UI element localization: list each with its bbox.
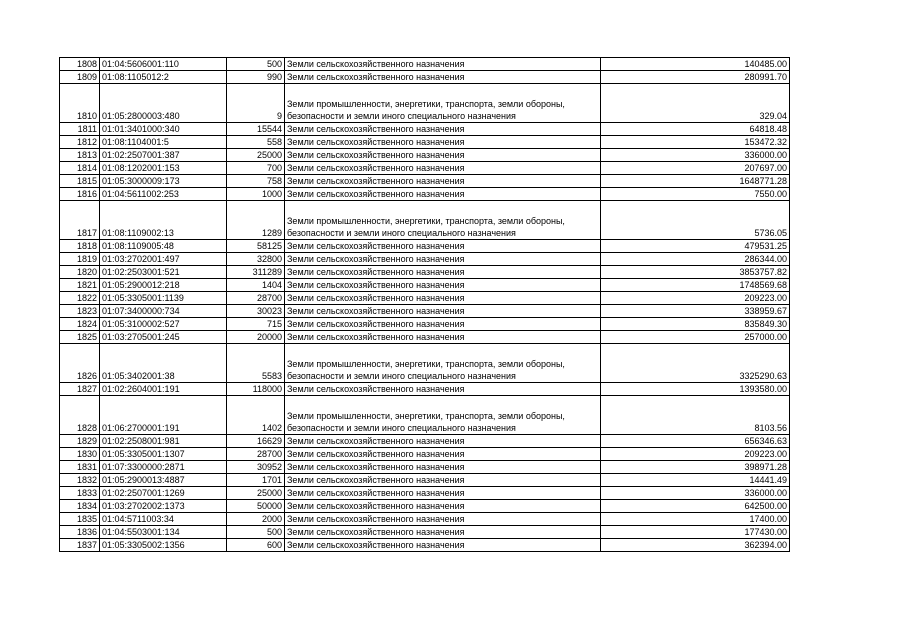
land-category-cell: Земли сельскохозяйственного назначения [285,474,601,487]
cadastral-value-cell: 153472.32 [601,136,790,149]
land-category-cell: Земли сельскохозяйственного назначения [285,513,601,526]
row-number-cell: 1822 [60,292,100,305]
land-category-cell: Земли сельскохозяйственного назначения [285,253,601,266]
cadastral-value-cell: 1393580.00 [601,383,790,396]
cadastral-value-cell: 14441.49 [601,474,790,487]
cadastral-value-cell: 329.04 [601,84,790,123]
row-number-cell: 1821 [60,279,100,292]
table-row [60,188,790,201]
table-row [60,474,790,487]
area-cell: 118000 [227,383,285,396]
row-number-cell: 1826 [60,344,100,383]
cadastral-number-cell: 01:06:2700001:191 [100,396,227,435]
cadastral-value-cell: 5736.05 [601,201,790,240]
area-cell: 500 [227,526,285,539]
cadastral-number-cell: 01:03:2705001:245 [100,331,227,344]
row-number-cell: 1830 [60,448,100,461]
table-row [60,487,790,500]
cadastral-number-cell: 01:07:3400000:734 [100,305,227,318]
cadastral-number-cell: 01:07:3300000:2871 [100,461,227,474]
area-cell: 20000 [227,331,285,344]
cadastral-value-cell: 338959.67 [601,305,790,318]
area-cell: 311289 [227,266,285,279]
cadastral-number-cell: 01:08:1202001:153 [100,162,227,175]
land-parcels-table [59,57,790,552]
land-category-cell: Земли промышленности, энергетики, транспорта, земли обороны, безопасности и земли иного специального назначения [285,396,601,435]
row-number-cell: 1836 [60,526,100,539]
table-row [60,383,790,396]
row-number-cell: 1825 [60,331,100,344]
table-row [60,344,790,383]
table-row [60,240,790,253]
area-cell: 1402 [227,396,285,435]
land-category-cell: Земли сельскохозяйственного назначения [285,318,601,331]
row-number-cell: 1828 [60,396,100,435]
land-category-cell: Земли промышленности, энергетики, транспорта, земли обороны, безопасности и земли иного специального назначения [285,344,601,383]
cadastral-value-cell: 64818.48 [601,123,790,136]
row-number-cell: 1814 [60,162,100,175]
cadastral-value-cell: 209223.00 [601,292,790,305]
table-row [60,292,790,305]
cadastral-number-cell: 01:02:2503001:521 [100,266,227,279]
area-cell: 25000 [227,487,285,500]
area-cell: 1404 [227,279,285,292]
cadastral-value-cell: 656346.63 [601,435,790,448]
land-category-cell: Земли сельскохозяйственного назначения [285,266,601,279]
area-cell: 50000 [227,500,285,513]
cadastral-value-cell: 336000.00 [601,487,790,500]
cadastral-value-cell: 835849.30 [601,318,790,331]
table-row [60,71,790,84]
cadastral-number-cell: 01:02:2604001:191 [100,383,227,396]
area-cell: 30023 [227,305,285,318]
row-number-cell: 1829 [60,435,100,448]
cadastral-number-cell: 01:05:2900012:218 [100,279,227,292]
cadastral-value-cell: 286344.00 [601,253,790,266]
cadastral-number-cell: 01:05:2800003:480 [100,84,227,123]
land-category-cell: Земли сельскохозяйственного назначения [285,162,601,175]
row-number-cell: 1809 [60,71,100,84]
area-cell: 15544 [227,123,285,136]
row-number-cell: 1812 [60,136,100,149]
area-cell: 1701 [227,474,285,487]
land-category-cell: Земли сельскохозяйственного назначения [285,149,601,162]
row-number-cell: 1811 [60,123,100,136]
cadastral-number-cell: 01:05:2900013:4887 [100,474,227,487]
land-category-cell: Земли промышленности, энергетики, транспорта, земли обороны, безопасности и земли иного специального назначения [285,201,601,240]
area-cell: 558 [227,136,285,149]
row-number-cell: 1827 [60,383,100,396]
row-number-cell: 1832 [60,474,100,487]
table-row [60,513,790,526]
table-row [60,149,790,162]
area-cell: 600 [227,539,285,552]
area-cell: 1289 [227,201,285,240]
cadastral-number-cell: 01:05:3100002:527 [100,318,227,331]
table-row [60,136,790,149]
row-number-cell: 1820 [60,266,100,279]
table-row [60,526,790,539]
cadastral-value-cell: 1648771.28 [601,175,790,188]
cadastral-value-cell: 362394.00 [601,539,790,552]
land-category-cell: Земли сельскохозяйственного назначения [285,305,601,318]
cadastral-number-cell: 01:04:5606001:110 [100,58,227,71]
table-row [60,461,790,474]
row-number-cell: 1819 [60,253,100,266]
area-cell: 5583 [227,344,285,383]
cadastral-value-cell: 479531.25 [601,240,790,253]
row-number-cell: 1834 [60,500,100,513]
row-number-cell: 1808 [60,58,100,71]
land-category-cell: Земли сельскохозяйственного назначения [285,188,601,201]
land-category-cell: Земли сельскохозяйственного назначения [285,461,601,474]
table-row [60,58,790,71]
cadastral-value-cell: 1748569.68 [601,279,790,292]
area-cell: 58125 [227,240,285,253]
cadastral-number-cell: 01:05:3305001:1139 [100,292,227,305]
area-cell: 28700 [227,292,285,305]
row-number-cell: 1823 [60,305,100,318]
table-row [60,162,790,175]
table-body [60,58,790,552]
area-cell: 500 [227,58,285,71]
land-category-cell: Земли сельскохозяйственного назначения [285,71,601,84]
table-row [60,435,790,448]
cadastral-number-cell: 01:05:3305001:1307 [100,448,227,461]
row-number-cell: 1835 [60,513,100,526]
area-cell: 28700 [227,448,285,461]
land-category-cell: Земли сельскохозяйственного назначения [285,175,601,188]
land-category-cell: Земли сельскохозяйственного назначения [285,331,601,344]
area-cell: 758 [227,175,285,188]
cadastral-number-cell: 01:04:5611002:253 [100,188,227,201]
cadastral-number-cell: 01:08:1109005:48 [100,240,227,253]
cadastral-number-cell: 01:04:5711003:34 [100,513,227,526]
area-cell: 16629 [227,435,285,448]
table-row [60,539,790,552]
cadastral-value-cell: 336000.00 [601,149,790,162]
land-category-cell: Земли промышленности, энергетики, транспорта, земли обороны, безопасности и земли иного специального назначения [285,84,601,123]
area-cell: 32800 [227,253,285,266]
cadastral-value-cell: 398971.28 [601,461,790,474]
land-category-cell: Земли сельскохозяйственного назначения [285,526,601,539]
cadastral-value-cell: 17400.00 [601,513,790,526]
land-category-cell: Земли сельскохозяйственного назначения [285,448,601,461]
table-row [60,305,790,318]
cadastral-value-cell: 177430.00 [601,526,790,539]
land-category-cell: Земли сельскохозяйственного назначения [285,240,601,253]
cadastral-number-cell: 01:03:2702002:1373 [100,500,227,513]
cadastral-number-cell: 01:05:3402001:38 [100,344,227,383]
row-number-cell: 1817 [60,201,100,240]
table-row [60,123,790,136]
cadastral-number-cell: 01:05:3000009:173 [100,175,227,188]
area-cell: 30952 [227,461,285,474]
cadastral-number-cell: 01:04:5503001:134 [100,526,227,539]
area-cell: 990 [227,71,285,84]
area-cell: 700 [227,162,285,175]
cadastral-number-cell: 01:08:1104001:5 [100,136,227,149]
table-row [60,331,790,344]
cadastral-value-cell: 207697.00 [601,162,790,175]
row-number-cell: 1813 [60,149,100,162]
land-category-cell: Земли сельскохозяйственного назначения [285,383,601,396]
land-category-cell: Земли сельскохозяйственного назначения [285,279,601,292]
land-category-cell: Земли сельскохозяйственного назначения [285,58,601,71]
cadastral-number-cell: 01:01:3401000:340 [100,123,227,136]
area-cell: 715 [227,318,285,331]
cadastral-value-cell: 3325290.63 [601,344,790,383]
cadastral-number-cell: 01:02:2508001:981 [100,435,227,448]
row-number-cell: 1815 [60,175,100,188]
table-row [60,201,790,240]
cadastral-value-cell: 140485.00 [601,58,790,71]
table-row [60,448,790,461]
row-number-cell: 1824 [60,318,100,331]
cadastral-value-cell: 257000.00 [601,331,790,344]
cadastral-value-cell: 280991.70 [601,71,790,84]
cadastral-number-cell: 01:08:1105012:2 [100,71,227,84]
cadastral-value-cell: 209223.00 [601,448,790,461]
area-cell: 1000 [227,188,285,201]
land-category-cell: Земли сельскохозяйственного назначения [285,123,601,136]
cadastral-number-cell: 01:03:2702001:497 [100,253,227,266]
area-cell: 2000 [227,513,285,526]
cadastral-number-cell: 01:05:3305002:1356 [100,539,227,552]
table-row [60,279,790,292]
table-row [60,266,790,279]
land-category-cell: Земли сельскохозяйственного назначения [285,435,601,448]
land-category-cell: Земли сельскохозяйственного назначения [285,487,601,500]
cadastral-value-cell: 7550.00 [601,188,790,201]
area-cell: 9 [227,84,285,123]
area-cell: 25000 [227,149,285,162]
cadastral-number-cell: 01:02:2507001:1269 [100,487,227,500]
table-row [60,500,790,513]
row-number-cell: 1816 [60,188,100,201]
row-number-cell: 1810 [60,84,100,123]
row-number-cell: 1831 [60,461,100,474]
cadastral-value-cell: 642500.00 [601,500,790,513]
table-row [60,84,790,123]
cadastral-value-cell: 3853757.82 [601,266,790,279]
cadastral-value-cell: 8103.56 [601,396,790,435]
cadastral-number-cell: 01:02:2507001:387 [100,149,227,162]
land-category-cell: Земли сельскохозяйственного назначения [285,500,601,513]
table-row [60,318,790,331]
table-row [60,253,790,266]
cadastral-number-cell: 01:08:1109002:13 [100,201,227,240]
row-number-cell: 1837 [60,539,100,552]
row-number-cell: 1818 [60,240,100,253]
table-row [60,175,790,188]
table-row [60,396,790,435]
row-number-cell: 1833 [60,487,100,500]
land-category-cell: Земли сельскохозяйственного назначения [285,539,601,552]
land-category-cell: Земли сельскохозяйственного назначения [285,136,601,149]
land-category-cell: Земли сельскохозяйственного назначения [285,292,601,305]
